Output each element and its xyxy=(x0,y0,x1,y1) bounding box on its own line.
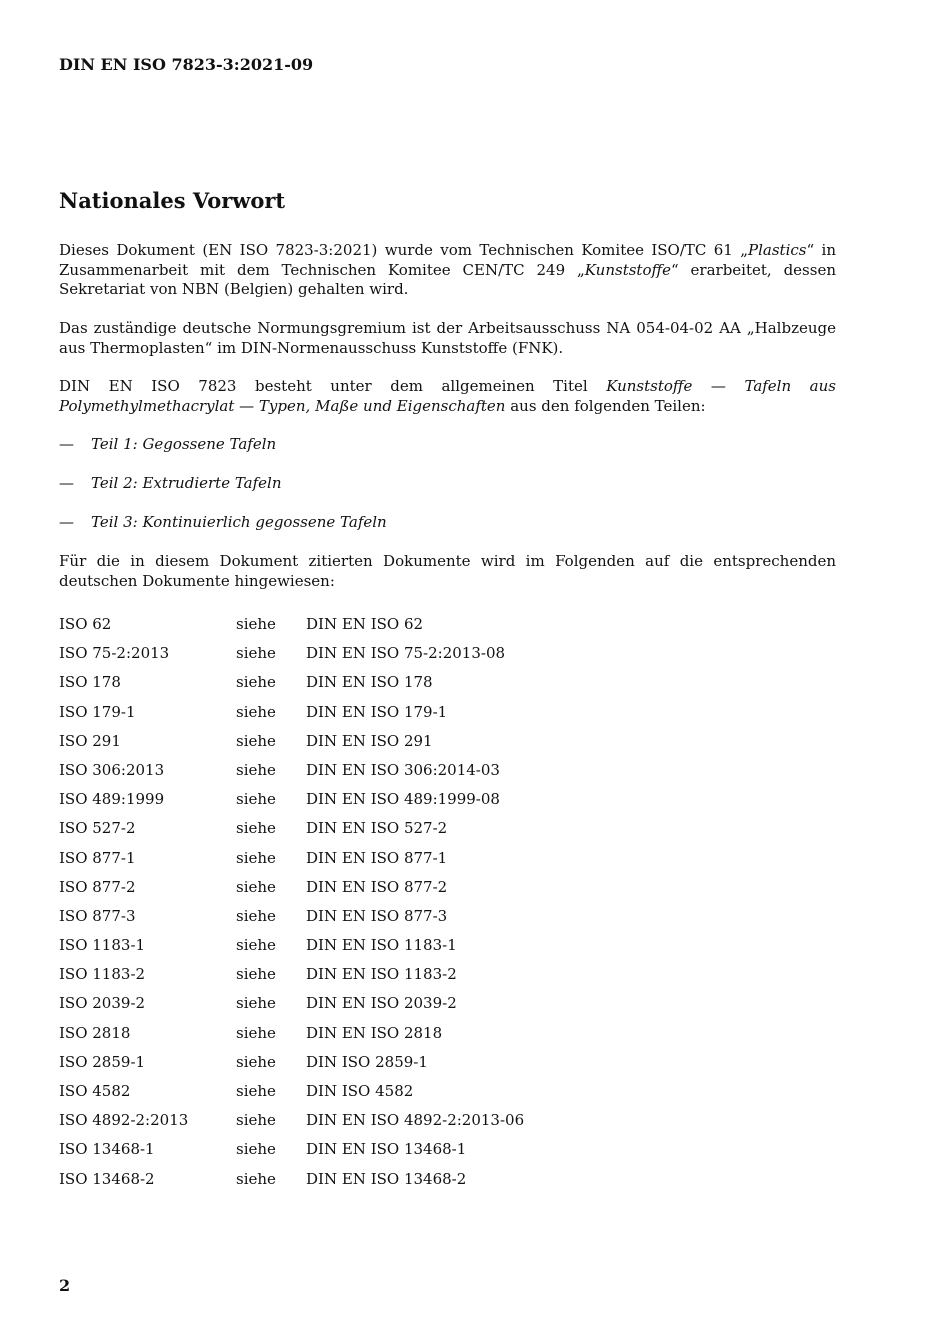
page-number: 2 xyxy=(59,1276,71,1295)
paragraph-text: “ erarbeitet, dessen Sekretariat von NBN (Belgien) gehalten wird. xyxy=(59,260,836,298)
iso-reference: ISO 179-1 xyxy=(59,702,136,721)
table-row xyxy=(59,1023,759,1052)
table-row xyxy=(59,818,759,847)
reference-table xyxy=(59,614,759,1198)
siehe-label: siehe xyxy=(236,819,276,838)
table-row xyxy=(59,906,759,935)
paragraph-committee xyxy=(59,241,836,300)
table-row xyxy=(59,1081,759,1110)
table-row xyxy=(59,1139,759,1168)
siehe-label: siehe xyxy=(236,760,276,779)
table-row xyxy=(59,643,759,672)
table-row xyxy=(59,760,759,789)
table-row xyxy=(59,935,759,964)
din-reference: DIN EN ISO 1183-2 xyxy=(306,965,457,984)
siehe-label: siehe xyxy=(236,965,276,984)
din-reference: DIN EN ISO 179-1 xyxy=(306,702,448,721)
iso-reference: ISO 877-2 xyxy=(59,877,136,896)
siehe-label: siehe xyxy=(236,994,276,1013)
din-reference: DIN EN ISO 2039-2 xyxy=(306,994,457,1013)
list-item-text: Teil 1: Gegossene Tafeln xyxy=(91,435,277,453)
list-item-text: Teil 3: Kontinuierlich gegossene Tafeln xyxy=(91,513,387,531)
table-row xyxy=(59,1169,759,1198)
din-reference: DIN EN ISO 2818 xyxy=(306,1023,443,1042)
siehe-label: siehe xyxy=(236,1111,276,1130)
iso-reference: ISO 13468-1 xyxy=(59,1140,155,1159)
siehe-label: siehe xyxy=(236,936,276,955)
siehe-label: siehe xyxy=(236,877,276,896)
siehe-label: siehe xyxy=(236,1140,276,1159)
table-row xyxy=(59,993,759,1022)
iso-reference: ISO 527-2 xyxy=(59,819,136,838)
table-row xyxy=(59,731,759,760)
list-dash: — xyxy=(59,513,74,531)
iso-reference: ISO 306:2013 xyxy=(59,760,165,779)
list-dash: — xyxy=(59,435,74,453)
paragraph-series-title xyxy=(59,377,836,416)
iso-reference: ISO 2818 xyxy=(59,1023,131,1042)
siehe-label: siehe xyxy=(236,673,276,692)
iso-reference: ISO 1183-2 xyxy=(59,965,146,984)
list-dash: — xyxy=(59,474,74,492)
din-reference: DIN EN ISO 13468-1 xyxy=(306,1140,467,1159)
iso-reference: ISO 2039-2 xyxy=(59,994,146,1013)
siehe-label: siehe xyxy=(236,1052,276,1071)
din-reference: DIN ISO 2859-1 xyxy=(306,1052,428,1071)
iso-reference: ISO 13468-2 xyxy=(59,1169,155,1188)
din-reference: DIN EN ISO 1183-1 xyxy=(306,936,457,955)
din-reference: DIN EN ISO 527-2 xyxy=(306,819,448,838)
iso-reference: ISO 489:1999 xyxy=(59,790,165,809)
iso-reference: ISO 178 xyxy=(59,673,121,692)
paragraph-standards-body: Das zuständige deutsche Normungsgremium ist der Arbeitsausschuss NA 054-04-02 AA „Halbzeuge aus Thermoplasten“ im DIN-Normenausschuss Kunststoffe (FNK). xyxy=(59,319,836,357)
table-row xyxy=(59,848,759,877)
iso-reference: ISO 4582 xyxy=(59,1082,131,1100)
siehe-label: siehe xyxy=(236,790,276,809)
table-row xyxy=(59,1110,759,1139)
din-reference: DIN EN ISO 62 xyxy=(306,615,424,633)
table-row xyxy=(59,702,759,731)
table-row xyxy=(59,789,759,818)
din-reference: DIN EN ISO 877-1 xyxy=(306,848,448,867)
din-reference: DIN EN ISO 178 xyxy=(306,673,433,692)
iso-reference: ISO 62 xyxy=(59,615,112,633)
siehe-label: siehe xyxy=(236,1023,276,1042)
list-item-text: Teil 2: Extrudierte Tafeln xyxy=(91,474,282,492)
din-reference: DIN ISO 4582 xyxy=(306,1082,414,1100)
din-reference: DIN EN ISO 877-2 xyxy=(306,877,448,896)
table-row xyxy=(59,672,759,701)
din-reference: DIN EN ISO 75-2:2013-08 xyxy=(306,644,506,663)
siehe-label: siehe xyxy=(236,731,276,750)
siehe-label: siehe xyxy=(236,1169,276,1188)
table-row xyxy=(59,1052,759,1081)
iso-reference: ISO 75-2:2013 xyxy=(59,644,170,663)
table-row xyxy=(59,614,759,643)
paragraph-references-intro: Für die in diesem Dokument zitierten Dokumente wird im Folgenden auf die entsprechenden deutschen Dokumente hingewiesen: xyxy=(59,552,836,590)
din-reference: DIN EN ISO 306:2014-03 xyxy=(306,760,500,779)
iso-reference: ISO 291 xyxy=(59,731,121,750)
siehe-label: siehe xyxy=(236,1082,276,1100)
page-title: Nationales Vorwort xyxy=(59,188,286,213)
iso-reference: ISO 1183-1 xyxy=(59,936,146,955)
iso-reference: ISO 877-1 xyxy=(59,848,136,867)
din-reference: DIN EN ISO 489:1999-08 xyxy=(306,790,500,809)
din-reference: DIN EN ISO 4892-2:2013-06 xyxy=(306,1111,525,1130)
paragraph-text: DIN EN ISO 7823 besteht unter dem allgemeinen Titel xyxy=(59,377,607,395)
iso-reference: ISO 4892-2:2013 xyxy=(59,1111,189,1130)
table-row xyxy=(59,877,759,906)
paragraph-italic-text: Plastics xyxy=(748,241,807,259)
paragraph-italic-text: Kunststoffe — Tafeln aus Polymethylmethacrylat — Typen, Maße und Eigenschaften xyxy=(59,377,836,415)
paragraph-text: aus den folgenden Teilen: xyxy=(505,396,706,415)
iso-reference: ISO 877-3 xyxy=(59,906,136,925)
siehe-label: siehe xyxy=(236,702,276,721)
paragraph-text: “ in Zusammenarbeit mit dem Technischen Komitee CEN/TC 249 „ xyxy=(59,241,836,279)
iso-reference: ISO 2859-1 xyxy=(59,1052,146,1071)
din-reference: DIN EN ISO 877-3 xyxy=(306,906,448,925)
din-reference: DIN EN ISO 291 xyxy=(306,731,433,750)
siehe-label: siehe xyxy=(236,644,276,663)
siehe-label: siehe xyxy=(236,848,276,867)
siehe-label: siehe xyxy=(236,906,276,925)
table-row xyxy=(59,964,759,993)
paragraph-italic-text: Kunststoffe xyxy=(584,260,671,279)
din-reference: DIN EN ISO 13468-2 xyxy=(306,1169,467,1188)
siehe-label: siehe xyxy=(236,615,276,633)
document-header: DIN EN ISO 7823-3:2021-09 xyxy=(59,55,314,74)
paragraph-text: Dieses Dokument (EN ISO 7823-3:2021) wurde vom Technischen Komitee ISO/TC 61 „ xyxy=(59,241,749,259)
